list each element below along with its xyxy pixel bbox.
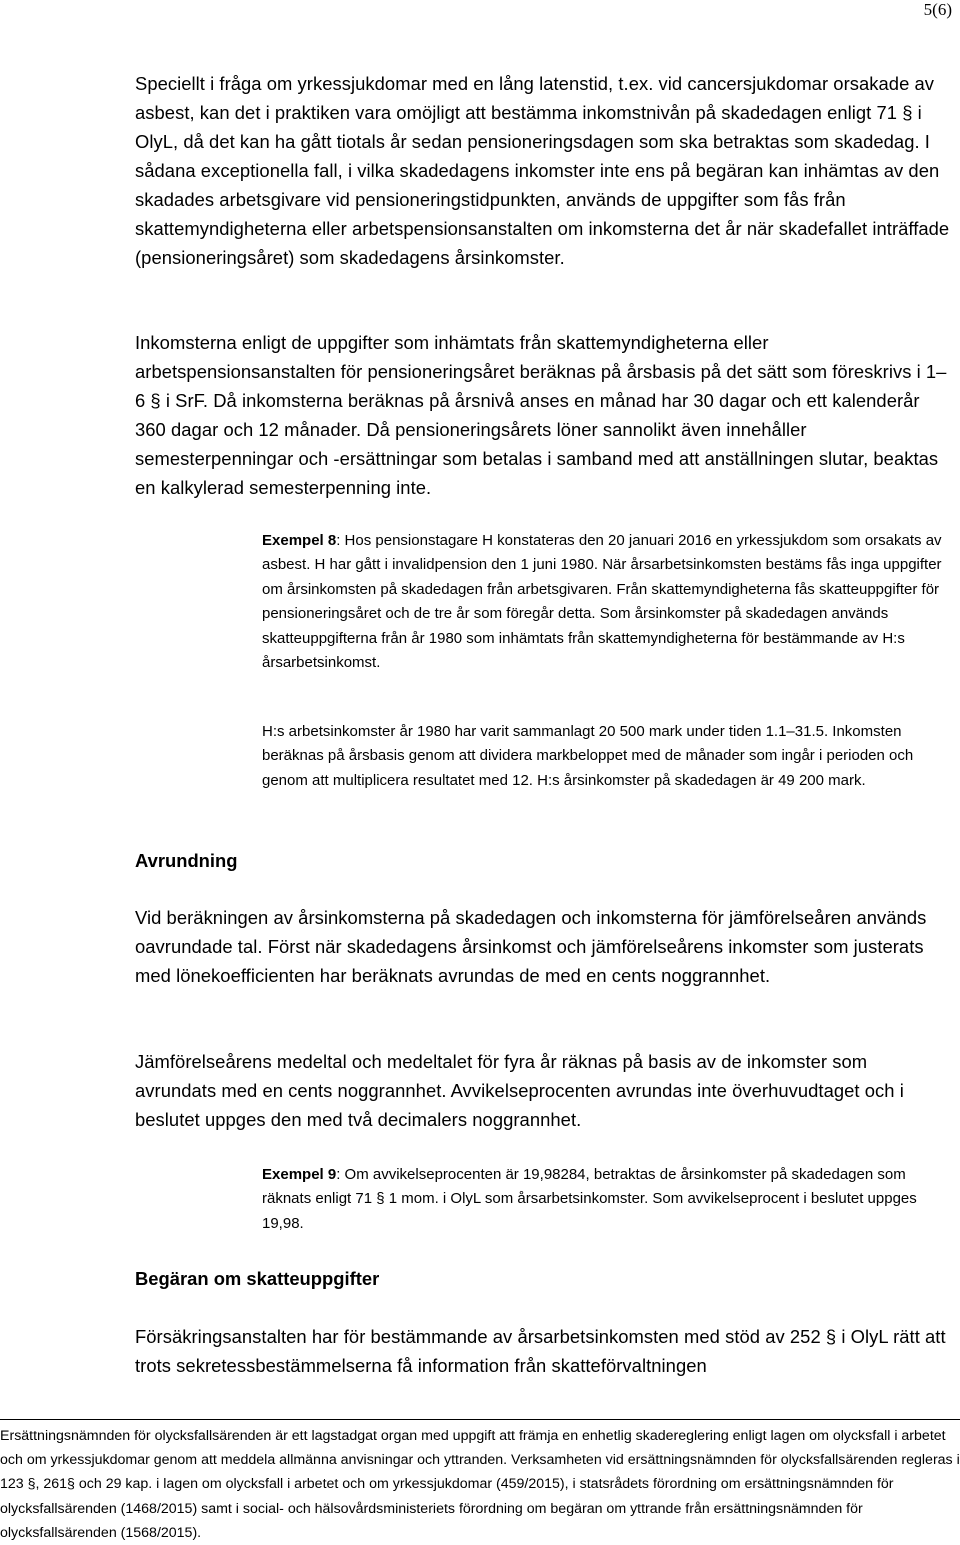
- page-number: 5(6): [923, 0, 952, 19]
- footer-divider: [0, 1419, 960, 1420]
- paragraph-rounding: Jämförelseårens medeltal och medeltalet för fyra år räknas på basis av de inkomster som avrundats med en cents noggrannhet. Avvikelseprocenten avrundas inte överhuvudtaget och i beslutet uppges den med två decimalers noggrannhet.: [135, 1051, 904, 1130]
- paragraph-tax-information: Försäkringsanstalten har för bestämmande av årsarbetsinkomsten med stöd av 252 § i OlyL rätt att trots sekretessbestämmelserna få information från skatteförvaltningen: [135, 1326, 946, 1376]
- example-9-label: Exempel 9: [262, 1166, 337, 1183]
- footer-text: Ersättningsnämnden för olycksfallsärenden är ett lagstadgat organ med uppgift att främja en enhetlig skadereglering enligt lagen om olycksfall i arbetet och om yrkessjukdomar genom att meddela allmänna anvisningar och yttranden. Verksamheten vid ersättningsnämnden för olycksfallsärenden regleras i 123 §, 261§ och 29 kap. i lagen om olycksfall i arbetet och om yrkessjukdomar (459/2015), i statsrådets förordning om ersättningsnämnden för olycksfallsärenden (1468/2015) samt i social- och hälsovårdsministeriets förordning om begäran om yttrande från ersättningsnämnden för olycksfallsärenden (1568/2015).: [0, 1428, 960, 1541]
- example-9-text: : Om avvikelseprocenten är 19,98284, betraktas de årsinkomster på skadedagen som räknats enligt 71 § 1 mom. i OlyL som årsarbetsinkomster. Som avvikelseprocent i beslutet uppges 19,98.: [262, 1166, 917, 1232]
- paragraph-unrounded: Vid beräkningen av årsinkomsterna på skadedagen och inkomsterna för jämförelseåren används oavrundade tal. Först när skadedagens årsinkomst och jämförelseårens inkomster som justerats med lönekoefficienten har beräknats avrundas de med en cents noggrannhet.: [135, 907, 927, 986]
- heading-avrundning: Avrundning: [135, 850, 238, 871]
- paragraph-latency-sentence-2: I sådana exceptionella fall, i vilka skadedagens inkomster inte ens på begäran kan inhämtas av den skadades arbetsgivare vid pensioneringstidpunkten, används de uppgifter som fås från skattemyndigheterna eller arbetspensionsanstalten om inkomsterna det år när skadefallet inträffade (pensioneringsåret) som skadedagens årsinkomster.: [135, 131, 950, 268]
- paragraph-latency-sentence-1: Speciellt i fråga om yrkessjukdomar med en lång latenstid, t.ex. vid cancersjukdomar orsakade av asbest, kan det i praktiken vara omöjligt att bestämma inkomstnivån på skadedagen enligt 71 § i OlyL, då det kan ha gått tiotals år sedan pensioneringsdagen som ska betraktas som skadedag.: [135, 73, 935, 152]
- example-8-label: Exempel 8: [262, 532, 337, 549]
- paragraph-income-calculation: Inkomsterna enligt de uppgifter som inhämtats från skattemyndigheterna eller arbetspensionsanstalten för pensioneringsåret beräknas på årsbasis på det sätt som föreskrivs i 1–6 § i SrF. Då inkomsterna beräknas på årsnivå anses en månad har 30 dagar och ett kalenderår 360 dagar och 12 månader. Då pensioneringsårets löner sannolikt även innehåller semesterpenningar och -ersättningar som betalas i samband med att anställningen slutar, beaktas en kalkylerad semesterpenning inte.: [135, 332, 947, 498]
- example-8-text: : Hos pensionstagare H konstateras den 20 januari 2016 en yrkessjukdom som orsakats av asbest. H har gått i invalidpension den 1 juni 1980. När årsarbetsinkomsten bestäms fås inga uppgifter om årsinkomsten på skadedagen från arbetsgivaren. Från skattemyndigheterna fås skatteuppgifter för pensioneringsåret och de tre år som föregår detta. Som årsinkomster på skadedagen används skatteuppgifterna från år 1980 som inhämtats från skattemyndigheterna för bestämmande av H:s årsarbetsinkomst.: [262, 532, 942, 672]
- example-9: [262, 1163, 952, 1236]
- example-8-part-2: H:s arbetsinkomster år 1980 har varit sammanlagt 20 500 mark under tiden 1.1–31.5. Inkomsten beräknas på årsbasis genom att dividera markbeloppet med de månader som ingår i perioden och genom att multiplicera resultatet med 12. H:s årsinkomster på skadedagen är 49 200 mark.: [262, 723, 914, 789]
- heading-begaran-om-skatteuppgifter: Begäran om skatteuppgifter: [135, 1268, 380, 1289]
- example-8-part-1: [262, 529, 952, 675]
- paragraph-latency: [135, 69, 950, 272]
